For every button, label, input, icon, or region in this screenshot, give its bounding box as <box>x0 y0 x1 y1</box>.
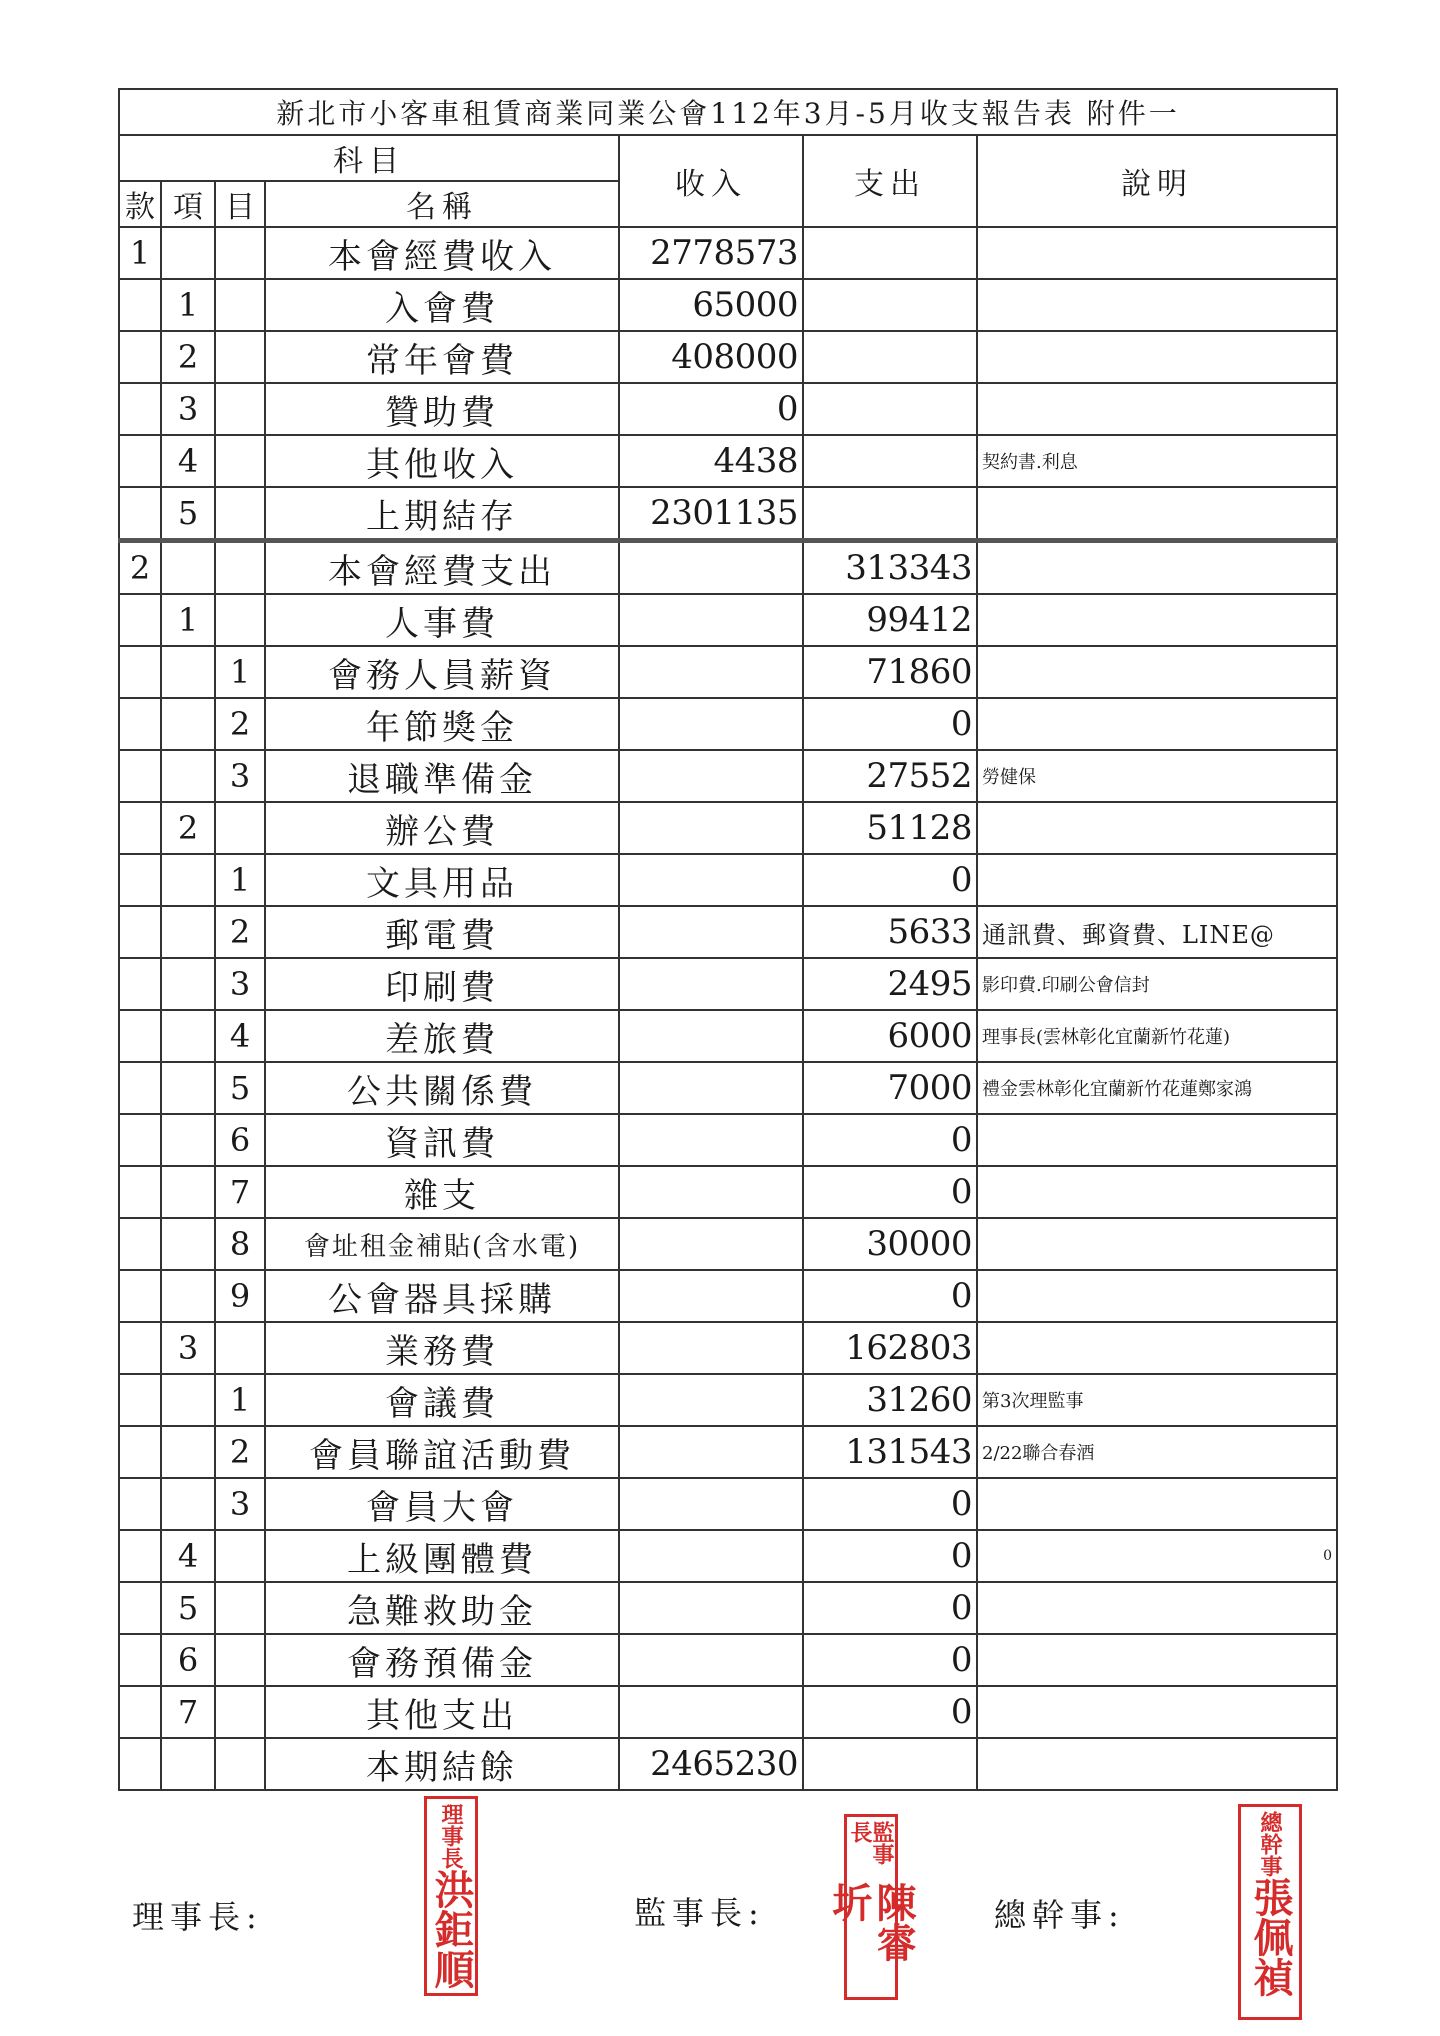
table-row <box>119 1218 1337 1270</box>
income-cell <box>619 958 803 1010</box>
income-cell: 2778573 <box>619 227 803 279</box>
mu-cell <box>215 541 265 595</box>
item-name-cell: 人事費 <box>265 594 619 646</box>
xiang-cell <box>161 227 215 279</box>
xiang-cell <box>161 698 215 750</box>
table-row <box>119 1686 1337 1738</box>
item-name-cell: 會員聯誼活動費 <box>265 1426 619 1478</box>
kuan-cell: 1 <box>119 227 161 279</box>
note-cell: 通訊費、郵資費、LINE@ <box>977 906 1337 958</box>
item-name-cell: 入會費 <box>265 279 619 331</box>
mu-cell: 5 <box>215 1062 265 1114</box>
xiang-cell <box>161 1010 215 1062</box>
mu-cell <box>215 1582 265 1634</box>
subject-header: 科目 <box>119 135 619 181</box>
financial-report-table <box>118 88 1338 1791</box>
xiang-cell: 1 <box>161 279 215 331</box>
mu-cell: 3 <box>215 750 265 802</box>
income-header: 收入 <box>619 135 803 227</box>
note-cell <box>977 698 1337 750</box>
item-name-cell: 差旅費 <box>265 1010 619 1062</box>
expense-cell <box>803 227 977 279</box>
mu-cell <box>215 487 265 541</box>
item-name-cell: 其他支出 <box>265 1686 619 1738</box>
expense-cell <box>803 279 977 331</box>
name-header: 名稱 <box>265 181 619 227</box>
xiang-cell: 2 <box>161 331 215 383</box>
table-row <box>119 331 1337 383</box>
income-cell <box>619 1686 803 1738</box>
xiang-cell <box>161 906 215 958</box>
income-cell: 408000 <box>619 331 803 383</box>
mu-cell <box>215 594 265 646</box>
table-row <box>119 958 1337 1010</box>
kuan-cell <box>119 1478 161 1530</box>
xiang-cell <box>161 646 215 698</box>
table-row <box>119 906 1337 958</box>
kuan-cell <box>119 1010 161 1062</box>
note-cell <box>977 1634 1337 1686</box>
supervisor-seal <box>826 1814 917 2000</box>
xiang-cell <box>161 750 215 802</box>
income-cell <box>619 1166 803 1218</box>
table-row <box>119 1322 1337 1374</box>
income-cell <box>619 802 803 854</box>
note-cell <box>977 1530 1337 1582</box>
mu-cell <box>215 435 265 487</box>
item-name-cell: 辦公費 <box>265 802 619 854</box>
note-cell <box>977 1478 1337 1530</box>
expense-cell: 30000 <box>803 1218 977 1270</box>
table-row <box>119 541 1337 595</box>
note-cell <box>977 854 1337 906</box>
kuan-cell <box>119 1114 161 1166</box>
kuan-cell <box>119 1530 161 1582</box>
mu-cell: 2 <box>215 906 265 958</box>
expense-cell: 31260 <box>803 1374 977 1426</box>
income-cell <box>619 1322 803 1374</box>
note-cell <box>977 487 1337 541</box>
table-row <box>119 750 1337 802</box>
table-row <box>119 1010 1337 1062</box>
item-name-cell: 會址租金補貼(含水電) <box>265 1218 619 1270</box>
xiang-cell: 6 <box>161 1634 215 1686</box>
note-cell: 2/22聯合春酒 <box>977 1426 1337 1478</box>
kuan-cell <box>119 750 161 802</box>
income-cell: 2301135 <box>619 487 803 541</box>
expense-cell: 0 <box>803 1582 977 1634</box>
table-row <box>119 1166 1337 1218</box>
income-cell <box>619 750 803 802</box>
note-cell <box>977 279 1337 331</box>
expense-cell: 0 <box>803 1530 977 1582</box>
expense-cell: 162803 <box>803 1322 977 1374</box>
note-cell <box>977 1686 1337 1738</box>
kuan-cell <box>119 958 161 1010</box>
xiang-header: 項 <box>161 181 215 227</box>
xiang-cell: 2 <box>161 802 215 854</box>
xiang-cell: 1 <box>161 594 215 646</box>
expense-cell: 0 <box>803 1114 977 1166</box>
kuan-cell <box>119 331 161 383</box>
income-cell: 4438 <box>619 435 803 487</box>
mu-cell: 7 <box>215 1166 265 1218</box>
income-cell <box>619 1478 803 1530</box>
mu-cell: 2 <box>215 698 265 750</box>
income-cell <box>619 1374 803 1426</box>
table-row <box>119 383 1337 435</box>
item-name-cell: 上級團體費 <box>265 1530 619 1582</box>
table-row <box>119 227 1337 279</box>
kuan-cell <box>119 1374 161 1426</box>
note-cell: 理事長(雲林彰化宜蘭新竹花蓮) <box>977 1010 1337 1062</box>
income-cell: 0 <box>619 383 803 435</box>
table-row <box>119 1374 1337 1426</box>
mu-cell <box>215 1634 265 1686</box>
chairman-seal-name: 洪鉅順 <box>428 1869 475 1989</box>
mu-cell <box>215 1530 265 1582</box>
item-name-cell: 急難救助金 <box>265 1582 619 1634</box>
note-cell <box>977 227 1337 279</box>
table-row <box>119 1478 1337 1530</box>
expense-cell: 5633 <box>803 906 977 958</box>
expense-cell: 27552 <box>803 750 977 802</box>
table-row <box>119 594 1337 646</box>
expense-cell: 313343 <box>803 541 977 595</box>
expense-cell: 2495 <box>803 958 977 1010</box>
note-cell <box>977 541 1337 595</box>
secretary-seal-name: 張佩禎 <box>1247 1877 1294 1997</box>
item-name-cell: 雜支 <box>265 1166 619 1218</box>
income-cell <box>619 1270 803 1322</box>
chairman-seal <box>424 1796 478 1996</box>
table-row <box>119 1530 1337 1582</box>
expense-cell: 0 <box>803 1478 977 1530</box>
expense-cell: 0 <box>803 1634 977 1686</box>
xiang-cell <box>161 1426 215 1478</box>
signature-area <box>0 1780 1440 2036</box>
report-title: 新北市小客車租賃商業同業公會112年3月-5月收支報告表 附件一 <box>119 89 1337 135</box>
kuan-cell <box>119 487 161 541</box>
expense-cell: 0 <box>803 854 977 906</box>
mu-cell: 9 <box>215 1270 265 1322</box>
expense-cell: 0 <box>803 698 977 750</box>
note-cell: 禮金雲林彰化宜蘭新竹花蓮鄭家鴻 <box>977 1062 1337 1114</box>
xiang-cell <box>161 1218 215 1270</box>
mu-cell <box>215 227 265 279</box>
income-cell <box>619 1010 803 1062</box>
item-name-cell: 會議費 <box>265 1374 619 1426</box>
mu-cell: 1 <box>215 854 265 906</box>
note-cell: 契約書.利息 <box>977 435 1337 487</box>
income-cell: 65000 <box>619 279 803 331</box>
kuan-cell <box>119 1322 161 1374</box>
item-name-cell: 年節獎金 <box>265 698 619 750</box>
item-name-cell: 本會經費支出 <box>265 541 619 595</box>
table-row <box>119 435 1337 487</box>
supervisor-seal-title: 監事長 <box>847 1821 895 1865</box>
income-cell <box>619 906 803 958</box>
item-name-cell: 郵電費 <box>265 906 619 958</box>
expense-cell <box>803 487 977 541</box>
xiang-cell <box>161 1270 215 1322</box>
xiang-cell: 4 <box>161 435 215 487</box>
mu-cell <box>215 802 265 854</box>
xiang-cell: 4 <box>161 1530 215 1582</box>
income-cell <box>619 1582 803 1634</box>
item-name-cell: 退職準備金 <box>265 750 619 802</box>
note-cell <box>977 1582 1337 1634</box>
mu-cell: 2 <box>215 1426 265 1478</box>
kuan-cell <box>119 383 161 435</box>
xiang-cell: 5 <box>161 487 215 541</box>
item-name-cell: 會務預備金 <box>265 1634 619 1686</box>
kuan-cell <box>119 1062 161 1114</box>
mu-cell: 1 <box>215 1374 265 1426</box>
xiang-cell: 7 <box>161 1686 215 1738</box>
note-cell: 影印費.印刷公會信封 <box>977 958 1337 1010</box>
table-row <box>119 1426 1337 1478</box>
note-cell: 勞健保 <box>977 750 1337 802</box>
kuan-cell <box>119 1686 161 1738</box>
secretary-label: 總幹事: <box>994 1896 1125 1934</box>
kuan-cell <box>119 435 161 487</box>
kuan-cell <box>119 279 161 331</box>
item-name-cell: 文具用品 <box>265 854 619 906</box>
table-row <box>119 1114 1337 1166</box>
chairman-label: 理事長: <box>132 1898 263 1936</box>
mu-cell <box>215 1322 265 1374</box>
kuan-cell <box>119 854 161 906</box>
income-cell: 2465230 <box>619 1738 803 1790</box>
item-name-cell: 公會器具採購 <box>265 1270 619 1322</box>
item-name-cell: 本期結餘 <box>265 1738 619 1790</box>
note-cell <box>977 1114 1337 1166</box>
note-cell <box>977 1218 1337 1270</box>
note-cell <box>977 383 1337 435</box>
income-cell <box>619 1634 803 1686</box>
expense-cell: 0 <box>803 1270 977 1322</box>
table-row <box>119 1062 1337 1114</box>
xiang-cell <box>161 1374 215 1426</box>
note-header: 說明 <box>977 135 1337 227</box>
table-row <box>119 1634 1337 1686</box>
kuan-cell <box>119 1166 161 1218</box>
item-name-cell: 上期結存 <box>265 487 619 541</box>
kuan-cell <box>119 1270 161 1322</box>
kuan-cell <box>119 1582 161 1634</box>
xiang-cell: 3 <box>161 1322 215 1374</box>
xiang-cell <box>161 854 215 906</box>
expense-cell <box>803 331 977 383</box>
income-cell <box>619 1530 803 1582</box>
expense-cell: 0 <box>803 1166 977 1218</box>
xiang-cell <box>161 1062 215 1114</box>
table-row <box>119 802 1337 854</box>
supervisor-label: 監事長: <box>634 1894 765 1932</box>
supervisor-seal-name: 陳睿圻 <box>826 1882 917 1963</box>
xiang-cell <box>161 1166 215 1218</box>
table-row <box>119 1582 1337 1634</box>
kuan-cell <box>119 1426 161 1478</box>
expense-cell: 131543 <box>803 1426 977 1478</box>
note-cell <box>977 646 1337 698</box>
expense-cell: 6000 <box>803 1010 977 1062</box>
table-row <box>119 279 1337 331</box>
item-name-cell: 公共關係費 <box>265 1062 619 1114</box>
kuan-cell <box>119 594 161 646</box>
expense-cell: 99412 <box>803 594 977 646</box>
xiang-cell <box>161 958 215 1010</box>
xiang-cell: 5 <box>161 1582 215 1634</box>
item-name-cell: 贊助費 <box>265 383 619 435</box>
note-cell: 第3次理監事 <box>977 1374 1337 1426</box>
xiang-cell <box>161 1114 215 1166</box>
mu-cell: 8 <box>215 1218 265 1270</box>
kuan-header: 款 <box>119 181 161 227</box>
mu-cell: 1 <box>215 646 265 698</box>
note-cell <box>977 802 1337 854</box>
mu-cell: 3 <box>215 958 265 1010</box>
item-name-cell: 業務費 <box>265 1322 619 1374</box>
mu-cell: 6 <box>215 1114 265 1166</box>
kuan-cell <box>119 646 161 698</box>
table-row <box>119 487 1337 541</box>
xiang-cell: 3 <box>161 383 215 435</box>
item-name-cell: 會員大會 <box>265 1478 619 1530</box>
mu-cell <box>215 1686 265 1738</box>
income-cell <box>619 541 803 595</box>
kuan-cell <box>119 698 161 750</box>
income-cell <box>619 854 803 906</box>
mu-cell: 4 <box>215 1010 265 1062</box>
item-name-cell: 本會經費收入 <box>265 227 619 279</box>
income-cell <box>619 1426 803 1478</box>
mu-cell <box>215 383 265 435</box>
xiang-cell <box>161 1478 215 1530</box>
secretary-seal-title: 總幹事 <box>1257 1811 1283 1877</box>
income-cell <box>619 594 803 646</box>
chairman-seal-title: 理事長 <box>438 1803 464 1869</box>
mu-header: 目 <box>215 181 265 227</box>
item-name-cell: 會務人員薪資 <box>265 646 619 698</box>
expense-cell: 7000 <box>803 1062 977 1114</box>
table-row <box>119 1270 1337 1322</box>
expense-cell <box>803 383 977 435</box>
note-cell <box>977 331 1337 383</box>
mu-cell <box>215 279 265 331</box>
kuan-cell <box>119 1218 161 1270</box>
table-row <box>119 854 1337 906</box>
income-cell <box>619 1114 803 1166</box>
stray-mark: 0 <box>1323 1548 1333 1564</box>
table-row <box>119 698 1337 750</box>
income-cell <box>619 646 803 698</box>
table-row <box>119 646 1337 698</box>
item-name-cell: 印刷費 <box>265 958 619 1010</box>
kuan-cell <box>119 1634 161 1686</box>
kuan-cell: 2 <box>119 541 161 595</box>
income-cell <box>619 1218 803 1270</box>
note-cell <box>977 1270 1337 1322</box>
expense-cell: 0 <box>803 1686 977 1738</box>
expense-cell: 51128 <box>803 802 977 854</box>
secretary-seal <box>1238 1804 1302 2020</box>
expense-cell: 71860 <box>803 646 977 698</box>
item-name-cell: 其他收入 <box>265 435 619 487</box>
note-cell <box>977 1322 1337 1374</box>
mu-cell: 3 <box>215 1478 265 1530</box>
mu-cell <box>215 331 265 383</box>
expense-header: 支出 <box>803 135 977 227</box>
income-cell <box>619 698 803 750</box>
kuan-cell <box>119 802 161 854</box>
note-cell <box>977 594 1337 646</box>
kuan-cell <box>119 906 161 958</box>
item-name-cell: 常年會費 <box>265 331 619 383</box>
income-cell <box>619 1062 803 1114</box>
expense-cell <box>803 435 977 487</box>
note-cell <box>977 1166 1337 1218</box>
xiang-cell <box>161 541 215 595</box>
item-name-cell: 資訊費 <box>265 1114 619 1166</box>
